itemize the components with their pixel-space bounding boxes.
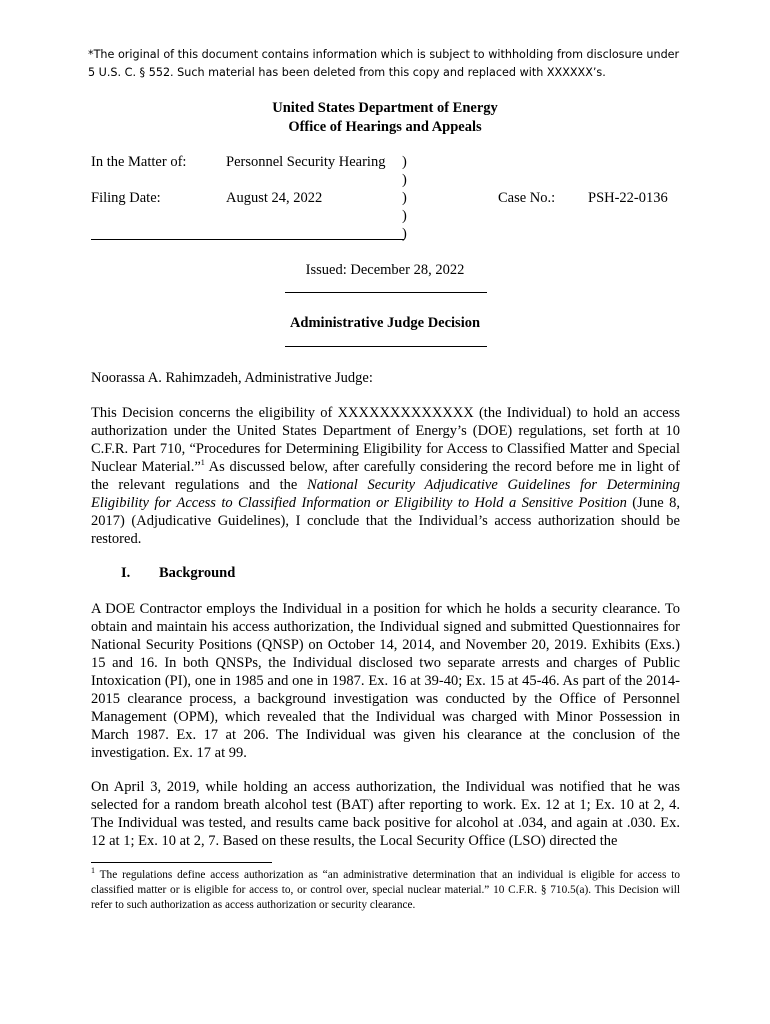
section-title: Background	[159, 565, 236, 581]
section-number: I.	[121, 565, 131, 581]
agency-heading: United States Department of Energy	[272, 100, 498, 116]
footnote	[91, 868, 680, 913]
filing-date-value: August 24, 2022	[226, 190, 323, 206]
footnote-text: The regulations define access authorization as “an administrative determination that an individual is eligible for access to classified matter or is eligible for access to, or control over, special nuclear material.” 10 C.F.R. § 710.5(a). This Decision will refer to such authorization as access authorization or security clearance.	[91, 869, 680, 911]
matter-value: Personnel Security Hearing	[226, 154, 386, 170]
intro-paragraph	[91, 404, 680, 548]
background-paragraph: A DOE Contractor employs the Individual in a position for which he holds a security clearance. To obtain and maintain his access authorization, the Individual signed and submitted Questionnaires for National Security Positions (QNSP) on October 14, 2014, and November 20, 2019. Exhibits (Exs.) 15 and 16. In both QNSPs, the Individual disclosed two separate arrests and charges of Public Intoxication (PI), one in 1985 and one in 1987. Ex. 16 at 39-40; Ex. 15 at 45-46. As part of the 2014-2015 clearance process, a background investigation was conducted by the Office of Personnel Management (OPM), which revealed that the Individual was charged with Minor Possession in March 1987. Ex. 17 at 206. The Individual was given his clearance at the conclusion of the investigation. Ex. 17 at 99.	[91, 601, 680, 761]
caption-paren: )	[402, 172, 407, 188]
filing-date-label: Filing Date:	[91, 190, 161, 206]
intro-text: This Decision concerns the eligibility of XXXXXXXXXXXXX (the Individual) to hold an access authorization under the United States Department of Energy’s (DOE) regulations, set forth at 10 C.F.R. Part 710, “Procedures for Determining Eligibility for Access to Classified Matter and Special Nuclear Material.”	[91, 405, 680, 475]
office-heading: Office of Hearings and Appeals	[288, 119, 482, 135]
caption-paren: )	[402, 154, 407, 170]
withholding-disclaimer: *The original of this document contains information which is subject to withholding from disclosure under 5 U.S. C. § 552. Such material has been deleted from this copy and replaced with XXXXXX’s.	[88, 48, 680, 79]
intro-text: (June 8, 2017) (Adjudicative Guidelines), I conclude that the Individual’s access authorization should be restored.	[91, 495, 680, 547]
judge-salutation: Noorassa A. Rahimzadeh, Administrative Judge:	[91, 370, 373, 386]
divider-line	[285, 346, 487, 347]
footnote-reference: 1	[200, 458, 205, 468]
caption-paren: )	[402, 190, 407, 206]
decision-title: Administrative Judge Decision	[289, 315, 481, 331]
case-number-label: Case No.:	[498, 190, 556, 206]
case-number-value: PSH-22-0136	[588, 190, 668, 206]
background-paragraph: On April 3, 2019, while holding an access authorization, the Individual was notified that he was selected for a random breath alcohol test (BAT) after reporting to work. Ex. 12 at 1; Ex. 10 at 2, 4. The Individual was tested, and results came back positive for alcohol at .034, and again at .030. Ex. 12 at 1; Ex. 10 at 2, 7. Based on these results, the Local Security Office (LSO) directed the	[91, 779, 680, 849]
matter-label: In the Matter of:	[91, 154, 187, 170]
caption-paren: )	[402, 226, 407, 242]
caption-underline	[91, 239, 404, 240]
divider-line	[285, 292, 487, 293]
caption-paren: )	[402, 208, 407, 224]
intro-text: As discussed below, after carefully considering the record before me in light of the relevant regulations and the	[91, 459, 681, 493]
footnote-marker: 1	[91, 866, 95, 876]
guidelines-title: National Security Adjudicative Guidelines for Determining Eligibility for Access to Classified Information or Eligibility to Hold a Sensitive Position	[91, 477, 680, 511]
footnote-separator	[91, 862, 272, 863]
issued-date: Issued: December 28, 2022	[305, 262, 465, 278]
